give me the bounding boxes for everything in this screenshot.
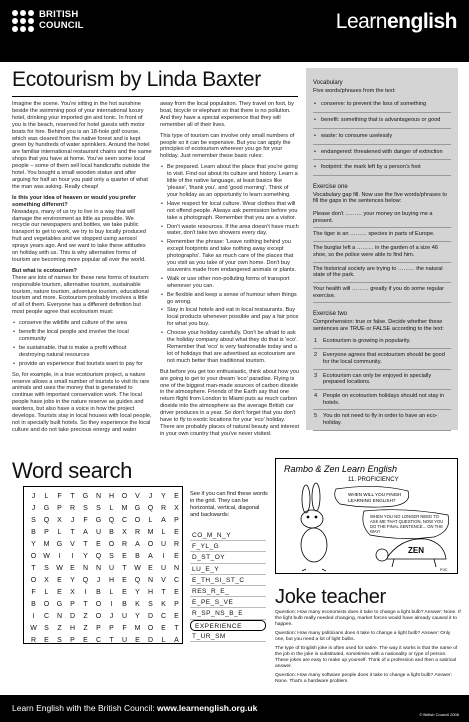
speech-text-2: LEARNING ENGLISH?: [348, 498, 396, 503]
joke-teacher-title: Joke teacher: [275, 586, 386, 608]
joke-paragraph: Question: How many politicians does it take to change a light bulb? Answer: Only one, but you need a lot of light bulbs.: [275, 631, 451, 642]
exercise-two-instructions: Comprehension: true or false. Decide whether these sentences are TRUE or FALSE according to the text:: [313, 319, 444, 332]
grid-cell[interactable]: N: [95, 493, 102, 500]
grid-cell[interactable]: X: [57, 517, 62, 524]
grid-cell[interactable]: I: [71, 553, 74, 560]
grid-cell[interactable]: A: [174, 637, 179, 644]
grid-cell[interactable]: S: [83, 505, 88, 512]
grid-cell[interactable]: S: [31, 517, 36, 524]
copyright-notice: © British Council 2006: [419, 712, 459, 717]
grid-cell[interactable]: Y: [161, 493, 166, 500]
grid-cell[interactable]: R: [134, 529, 141, 536]
grid-cell[interactable]: A: [148, 553, 153, 560]
bullet-list: [12, 320, 152, 367]
rabbit-icon: [301, 483, 327, 571]
grid-cell[interactable]: J: [31, 493, 36, 500]
vocabulary-heading: Vocabulary: [313, 80, 343, 86]
grid-cell[interactable]: L: [109, 505, 114, 512]
grid-cell[interactable]: G: [82, 493, 89, 500]
grid-cell[interactable]: N: [82, 565, 89, 572]
grid-cell[interactable]: L: [148, 517, 153, 524]
word-search-title: Word search: [12, 458, 132, 483]
grid-cell[interactable]: R: [69, 505, 76, 512]
grid-cell[interactable]: U: [108, 565, 115, 572]
grid-row: [27, 599, 183, 611]
grid-cell[interactable]: O: [95, 613, 102, 620]
grid-cell[interactable]: G: [56, 541, 63, 548]
word-list-item[interactable]: LU_E_Y: [190, 564, 266, 575]
grid-cell[interactable]: Y: [31, 541, 36, 548]
vocabulary-subheading: Five words/phrases from the text:: [313, 87, 396, 94]
grid-cell[interactable]: C: [43, 613, 50, 620]
turtle-label: ZEN: [408, 546, 424, 555]
grid-cell[interactable]: L: [161, 529, 166, 536]
rambo-zen-cartoon: [275, 458, 458, 574]
grid-cell[interactable]: Y: [135, 589, 140, 596]
grid-cell[interactable]: E: [70, 565, 75, 572]
joke-paragraph: The type of English joke is often used for satire. The way it works is that the name of the job in the joke is substituted, sometimes with a nationality or type of person. These jokes are easy to make up yourself. Think of a profession and then a satirical answer.: [275, 646, 458, 669]
grid-cell[interactable]: W: [43, 553, 50, 560]
word-search-instructions: See if you can find these words in the grid. They can be horizontal, vertical, diagonal and backwards:: [190, 491, 268, 518]
grid-cell[interactable]: T: [122, 565, 127, 572]
true-false-item[interactable]: 5 You do not need to fly in order to have an eco-holiday.: [313, 410, 451, 430]
grid-cell[interactable]: H: [69, 625, 76, 632]
grid-cell[interactable]: U: [160, 565, 167, 572]
cartoon-signature: PJC: [440, 567, 448, 572]
grid-cell[interactable]: W: [134, 565, 141, 572]
grid-cell[interactable]: J: [96, 577, 101, 584]
grid-cell[interactable]: G: [56, 601, 63, 608]
grid-cell[interactable]: N: [173, 565, 180, 572]
exercise-one-instructions: Vocabulary gap fill. Now use the five words/phrases to fill the gaps in the sentences below:: [313, 191, 448, 205]
grid-cell[interactable]: U: [121, 613, 128, 620]
grid-cell[interactable]: U: [95, 529, 102, 536]
grid-cell[interactable]: B: [96, 589, 101, 596]
grid-cell[interactable]: T: [70, 493, 75, 500]
grid-cell[interactable]: E: [174, 613, 179, 620]
grid-cell[interactable]: Q: [82, 577, 89, 584]
joke-paragraph: Question: How many software people does it take to change a light bulb? Answer: None. That's a hardware problem.: [275, 673, 452, 684]
speech-text-1: WHEN WILL YOU FINISH: [348, 492, 402, 497]
grid-cell[interactable]: S: [44, 625, 49, 632]
grid-cell[interactable]: P: [44, 529, 49, 536]
grid-cell[interactable]: W: [30, 625, 37, 632]
grid-cell[interactable]: F: [83, 517, 88, 524]
grid-cell[interactable]: E: [148, 565, 153, 572]
paragraph: away from the local population. They travel on foot, by boat, bicycle or elephant so that there is no pollution. And they have a special experience that they will remember all of their lives.: [160, 101, 294, 128]
word-list-item[interactable]: F_YL_G: [190, 541, 266, 552]
grid-cell[interactable]: A: [83, 529, 88, 536]
grid-cell[interactable]: E: [174, 553, 179, 560]
grid-cell[interactable]: P: [109, 625, 114, 632]
grid-cell[interactable]: O: [108, 541, 115, 548]
exercise-sidebar: [306, 68, 458, 430]
grid-cell[interactable]: C: [160, 613, 167, 620]
list-item: • Stay in local hotels and eat in local restaurants. Buy local products whenever possible and pay a fair price for what you buy.: [160, 307, 300, 328]
grid-cell[interactable]: Q: [147, 505, 154, 512]
vocab-item: • conserve: to prevent the loss of something: [313, 97, 451, 113]
article-column-1: [12, 101, 152, 438]
grid-cell[interactable]: L: [161, 637, 166, 644]
british-council-dots-icon: [12, 10, 34, 32]
grid-cell[interactable]: E: [122, 553, 127, 560]
gap-fill-sentence[interactable]: Your health will ……… greatly if you do some regular exercise.: [313, 283, 451, 303]
list-item: • Have respect for local culture. Wear clothes that will not offend people. Always ask permission before you take a photograph. Remember that you are a visitor.: [160, 201, 300, 222]
footer-link[interactable]: Learn English with the British Council: www.learnenglish.org.uk: [12, 703, 258, 713]
grid-row: [27, 551, 183, 563]
grid-row: [27, 611, 183, 623]
grid-cell[interactable]: W: [56, 565, 63, 572]
grid-row: [27, 503, 183, 515]
grid-cell[interactable]: R: [173, 541, 180, 548]
subheading: Is this your idea of heaven or would you prefer something different?: [12, 194, 137, 208]
joke-teacher-text: [275, 610, 461, 688]
grid-cell[interactable]: V: [161, 577, 166, 584]
grid-cell[interactable]: S: [96, 505, 101, 512]
grid-cell[interactable]: L: [44, 589, 49, 596]
grid-cell[interactable]: G: [43, 505, 50, 512]
grid-cell[interactable]: Q: [43, 517, 50, 524]
grid-cell[interactable]: X: [70, 589, 75, 596]
list-item: • Choose your holiday carefully. Don't be afraid to ask the holiday company about what they do that is 'eco'. Remember that 'eco' is very fashionable today and a lot of holidays that are advertised as ecotourism are not much better than traditional tourism.: [160, 330, 300, 365]
grid-cell[interactable]: U: [160, 541, 167, 548]
grid-cell[interactable]: P: [70, 601, 75, 608]
grid-cell[interactable]: K: [161, 601, 166, 608]
gap-fill-sentence[interactable]: The historical society are trying to ……… the natural state of the park.: [313, 263, 451, 283]
grid-cell[interactable]: D: [147, 613, 154, 620]
grid-cell[interactable]: E: [174, 529, 179, 536]
learnenglish-logo[interactable]: Learnenglish: [335, 10, 457, 33]
grid-cell[interactable]: T: [70, 529, 75, 536]
paragraph: Imagine the scene. You're sitting in the hot sunshine beside the swimming pool of your international luxury hotel, drinking your imported gin and tonic. In front of you is the beach, reserved for hotel guests with motor boats for hire. Behind you is an 18-hole golf course, which was cleared from the native forest and is kept green by hundreds of water sprinklers. Around the hotel are familiar international restaurant chains and the same shops that you have at home. You've seen some local people – some of them sell local handicrafts outside the hotel. You bought a small wooden statue and after arguing for half an hour you paid only a quarter of what the man was asking. Really cheap!: [12, 101, 152, 190]
grid-cell[interactable]: C: [173, 577, 180, 584]
grid-cell[interactable]: Y: [70, 577, 75, 584]
grid-cell[interactable]: Z: [57, 625, 62, 632]
vocab-item: • waste: to consume uselessly: [313, 129, 451, 145]
grid-cell[interactable]: V: [135, 493, 140, 500]
grid-cell[interactable]: C: [95, 637, 102, 644]
list-item: • Be prepared. Learn about the place that you're going to visit. Find out about its culture and history. Learn a little of the native language, at least basics like 'please', 'thank you', and 'good morning'. Think of your holiday as an opportunity to learn something.: [160, 164, 300, 199]
grid-cell[interactable]: P: [57, 505, 62, 512]
grid-cell[interactable]: T: [174, 625, 179, 632]
grid-cell[interactable]: J: [109, 613, 114, 620]
grid-cell[interactable]: Q: [108, 517, 115, 524]
grid-cell[interactable]: J: [70, 517, 75, 524]
grid-cell[interactable]: A: [135, 541, 140, 548]
vocab-item: • footprint: the mark left by a person's foot: [313, 160, 451, 176]
grid-cell[interactable]: F: [122, 625, 127, 632]
list-item: • benefit the local people and involve the local community: [12, 329, 152, 343]
grid-cell[interactable]: M: [121, 505, 128, 512]
grid-row: [27, 587, 183, 599]
grid-cell[interactable]: U: [121, 637, 128, 644]
grid-cell[interactable]: M: [43, 541, 50, 548]
word-list-item[interactable]: T_UR_SM: [190, 631, 266, 642]
gap-fill-sentence[interactable]: Please don't ……… your money on buying me a present.: [313, 208, 451, 228]
grid-cell[interactable]: I: [84, 589, 87, 596]
grid-cell[interactable]: X: [174, 505, 179, 512]
grid-cell[interactable]: E: [83, 637, 88, 644]
exercise-two-heading: Exercise two: [313, 311, 348, 318]
grid-cell[interactable]: N: [56, 613, 63, 620]
grid-cell[interactable]: I: [110, 601, 113, 608]
grid-row: [27, 563, 183, 575]
footer-bar: [0, 695, 469, 722]
grid-cell[interactable]: T: [83, 541, 88, 548]
list-item: • Be flexible and keep a sense of humour when things go wrong.: [160, 292, 300, 306]
grid-cell[interactable]: I: [162, 553, 165, 560]
grid-cell[interactable]: G: [95, 517, 102, 524]
grid-cell[interactable]: O: [121, 493, 128, 500]
grid-cell[interactable]: Z: [83, 625, 88, 632]
word-list-item[interactable]: E_PE_S_VE: [190, 597, 266, 608]
paragraph: This type of tourism can involve only small numbers of people so it can be expensive. But you can apply the principles of ecotourism wherever you go for your holiday. Just remember these basic rules:: [160, 132, 295, 160]
grid-cell[interactable]: I: [32, 613, 35, 620]
true-false-item[interactable]: 2 Everyone agrees that ecotourism should be good for the local community.: [313, 349, 451, 369]
grid-cell[interactable]: O: [147, 625, 154, 632]
true-false-item[interactable]: 3 Ecotourism can only be enjoyed in specially prepared locations.: [313, 370, 451, 390]
grid-cell[interactable]: E: [44, 637, 49, 644]
grid-cell[interactable]: Y: [83, 553, 88, 560]
true-false-item[interactable]: 1 Ecotourism is growing in popularity.: [313, 335, 451, 349]
grid-cell[interactable]: J: [148, 493, 153, 500]
true-false-item[interactable]: 4 People on ecotourism holidays should not stay in hotels.: [313, 390, 451, 410]
grid-cell[interactable]: H: [108, 577, 115, 584]
bullet-list: [160, 164, 300, 364]
title-divider: [12, 96, 298, 97]
grid-cell[interactable]: E: [57, 577, 62, 584]
grid-cell[interactable]: A: [161, 517, 166, 524]
gap-fill-sentence[interactable]: The burglar left a ……… in the garden of a size 46 shoe, so the police were able to find him.: [313, 242, 451, 262]
grid-cell[interactable]: G: [134, 505, 141, 512]
grid-cell[interactable]: H: [147, 589, 154, 596]
paragraph: Nowadays, many of us try to live in a way that will damage the environment as little as possible. We recycle our newspapers and bottles, we take public transport to get to work, we try to buy locally produced fruit and vegetables and we stopped using aerosol sprays years ago. And we want to take these attitudes on holiday with us. This is why alternative forms of tourism are becoming more popular all over the world.: [12, 208, 147, 263]
grid-row: [27, 539, 183, 551]
grid-cell[interactable]: T: [109, 637, 114, 644]
word-list-item[interactable]: RES_R_E_: [190, 586, 266, 597]
list-item: • Walk or use other non-polluting forms of transport whenever you can.: [160, 276, 300, 290]
grid-cell[interactable]: F: [57, 493, 62, 500]
grid-row: [27, 635, 183, 647]
article-column-2: [160, 101, 300, 442]
grid-cell[interactable]: S: [44, 565, 49, 572]
vocab-item: • endangered: threatened with danger of extinction: [313, 145, 451, 161]
british-council-logo[interactable]: [12, 8, 122, 46]
grid-cell[interactable]: E: [135, 637, 140, 644]
grid-cell[interactable]: E: [122, 577, 127, 584]
grid-cell[interactable]: T: [83, 601, 88, 608]
word-search-grid[interactable]: [23, 486, 183, 644]
grid-cell[interactable]: E: [57, 589, 62, 596]
grid-cell[interactable]: B: [135, 553, 140, 560]
grid-cell[interactable]: X: [122, 529, 127, 536]
grid-cell[interactable]: S: [148, 601, 153, 608]
list-item: • be sustainable, that is make a profit without destroying natural resources: [12, 345, 152, 359]
vocab-item: • benefit: something that is advantageous or good: [313, 113, 451, 129]
grid-cell[interactable]: E: [161, 625, 166, 632]
grid-cell[interactable]: Q: [134, 577, 141, 584]
grid-cell[interactable]: K: [135, 601, 140, 608]
grid-cell[interactable]: O: [30, 577, 37, 584]
grid-cell[interactable]: O: [43, 601, 50, 608]
grid-cell[interactable]: O: [147, 541, 154, 548]
grid-cell[interactable]: Z: [83, 613, 88, 620]
grid-cells: [27, 491, 183, 647]
list-item: • conserve the wildlife and culture of the area: [12, 320, 152, 327]
grid-cell[interactable]: T: [161, 589, 166, 596]
subheading: But what is ecotourism?: [12, 267, 77, 274]
grid-row: [27, 623, 183, 635]
grid-cell[interactable]: O: [95, 601, 102, 608]
grid-cell[interactable]: Y: [135, 613, 140, 620]
grid-cell[interactable]: L: [109, 589, 114, 596]
cartoon-subtitle: 11. PROFICIENCY: [348, 477, 399, 483]
paragraph: So, for example, in a true ecotourism project, a nature reserve allows a small number of tourists to visit its rare animals and uses the money that is generated to continue with important conservation work. The local people have jobs in the nature reserve as guides and wardens, but also have a voice in how the project develops. Tourists stay in local houses with local people, not in specially built hotels. So they experience the local culture and do not take precious energy and water: [12, 371, 152, 433]
grid-cell[interactable]: V: [70, 541, 75, 548]
grid-cell[interactable]: E: [174, 493, 179, 500]
grid-cell[interactable]: S: [109, 553, 114, 560]
grid-cell[interactable]: B: [31, 601, 36, 608]
gap-fill-sentence[interactable]: The tiger is an ……… species in parts of Europe.: [313, 228, 451, 242]
grid-cell[interactable]: P: [70, 637, 75, 644]
grid-row: [27, 527, 183, 539]
paragraph: But before you get too enthusiastic, think about how you are going to get to your dream 'eco' paradise. Flying is one of the biggest man-made sources of carbon dioxide in the atmosphere. Friends of the Earth say that one return flight from London to Miami puts as much carbon dioxide into the atmosphere as the average British car driver produces in a year. So don't forget that you don't have to fly to exotic locations for your 'eco' holiday. There are probably places of natural beauty and interest in your own country that you've never visited.: [160, 368, 300, 437]
exercise-one-heading: Exercise one: [313, 183, 348, 190]
word-list: [190, 530, 266, 642]
joke-paragraph: Question: How many economists does it take to change a light bulb? Answer: None. If the light bulb really needed changing, market forces would have already caused it to happen.: [275, 610, 461, 627]
grid-cell[interactable]: O: [134, 517, 141, 524]
list-item: • Don't waste resources. If the area doesn't have much water, don't take two showers every day.: [160, 224, 300, 238]
grid-cell[interactable]: N: [95, 565, 102, 572]
word-list-item[interactable]: EXPERIENCE: [190, 620, 266, 631]
grid-cell[interactable]: B: [31, 529, 36, 536]
grid-cell[interactable]: L: [57, 529, 62, 536]
grid-row: [27, 515, 183, 527]
list-item: • Remember the phrase: 'Leave nothing behind you except footprints and take nothing away except photographs'. Take as much care of the places that you visit as you take of your own home. Don't buy souvenirs made from endangered animals or plants.: [160, 239, 300, 274]
grid-cell[interactable]: E: [174, 589, 179, 596]
grid-cell[interactable]: M: [134, 625, 141, 632]
cartoon-illustration: [276, 459, 459, 575]
word-list-item[interactable]: E_TH_SI_ST_C: [190, 575, 266, 586]
speech-text-3: WHEN YOU NO LONGER NEED TO ASK ME THAT QUESTION. NOW YOU DO THE FINAL SENTENCE... ON THE WAY!: [370, 514, 444, 534]
grid-cell[interactable]: R: [121, 541, 128, 548]
grid-cell[interactable]: N: [147, 577, 154, 584]
grid-cell[interactable]: P: [96, 625, 101, 632]
list-item: • provide an experience that tourists want to pay for: [12, 361, 152, 368]
grid-cell[interactable]: M: [147, 529, 154, 536]
grid-cell[interactable]: X: [44, 577, 49, 584]
grid-cell[interactable]: T: [31, 565, 36, 572]
british-council-wordmark: BRITISH COUNCIL: [39, 9, 84, 31]
grid-cell[interactable]: Q: [95, 553, 102, 560]
word-list-item[interactable]: CO_M_N_Y: [190, 530, 266, 541]
grid-cell[interactable]: E: [96, 541, 101, 548]
grid-row: [27, 491, 183, 503]
paragraph: There are lots of names for these new forms of tourism: responsible tourism, alternative tourism, sustainable tourism, nature tourism, adventure tourism, educational tourism and more. Ecotourism probably involves a little of all of them. Everyone has a different definition but most people agree that ecotourism must:: [12, 274, 150, 316]
grid-cell[interactable]: P: [174, 601, 179, 608]
grid-cell[interactable]: E: [122, 589, 127, 596]
header-bar: [0, 0, 469, 62]
grid-cell[interactable]: R: [160, 505, 167, 512]
word-list-item[interactable]: R_SP_NS_B_E: [190, 608, 266, 619]
grid-cell[interactable]: S: [57, 637, 62, 644]
grid-cell[interactable]: C: [121, 517, 128, 524]
grid-cell[interactable]: F: [31, 589, 36, 596]
grid-cell[interactable]: O: [30, 553, 37, 560]
grid-cell[interactable]: R: [30, 637, 37, 644]
grid-cell[interactable]: I: [58, 553, 61, 560]
grid-row: [27, 575, 183, 587]
grid-cell[interactable]: D: [147, 637, 154, 644]
grid-cell[interactable]: J: [31, 505, 36, 512]
grid-cell[interactable]: P: [174, 517, 179, 524]
grid-cell[interactable]: L: [44, 493, 49, 500]
word-list-item[interactable]: D_ST_OY: [190, 552, 266, 563]
grid-cell[interactable]: B: [122, 601, 127, 608]
grid-cell[interactable]: D: [69, 613, 76, 620]
cartoon-title: Rambo & Zen Learn English: [284, 464, 398, 474]
article-title: Ecotourism by Linda Baxter: [12, 68, 261, 91]
grid-cell[interactable]: H: [108, 493, 115, 500]
grid-cell[interactable]: B: [109, 529, 114, 536]
